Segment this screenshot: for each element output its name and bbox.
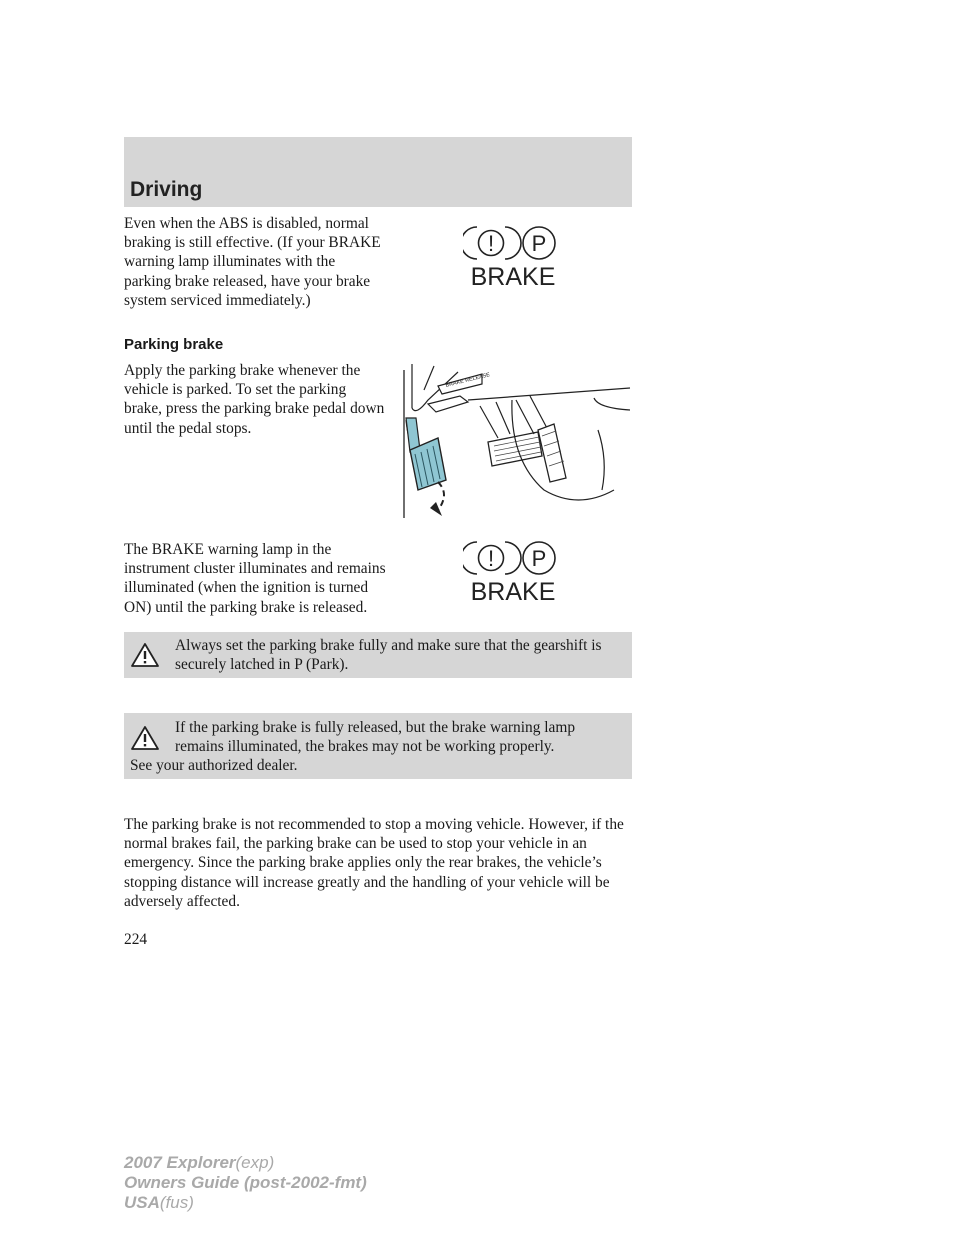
warning-triangle-icon (130, 642, 160, 668)
brake-warning-lamp-icon (463, 222, 563, 288)
document-footer (124, 1153, 367, 1213)
lamp-p-text: P (531, 546, 547, 571)
lamp-brake-text: BRAKE (470, 263, 556, 288)
warning-triangle-icon (130, 725, 160, 751)
parking-brake-heading: Parking brake (124, 336, 224, 353)
brake-lamp-info-paragraph: The BRAKE warning lamp in the instrument cluster illuminates and remains illuminated (when the ignition is turned ON) until the parking brake is released. (124, 541, 386, 616)
warning-text-continued: See your authorized dealer. (130, 757, 298, 774)
brake-warning-lamp-icon (463, 537, 563, 603)
lamp-p-text: P (531, 231, 547, 256)
footer-model-code: (exp) (235, 1153, 275, 1172)
footer-market-code: (fus) (159, 1193, 194, 1212)
footer-market: USA (124, 1193, 160, 1212)
parking-brake-pedal-illustration (398, 360, 634, 522)
brake-release-label: BRAKE RELEASE (445, 372, 491, 389)
page-number: 224 (124, 931, 148, 948)
section-title: Driving (130, 178, 203, 201)
lamp-exclaim-text: ! (487, 231, 495, 256)
warning-text: If the parking brake is fully released, but the brake warning lamp remains illuminated, the brakes may not be working properly. (175, 719, 576, 756)
not-recommended-paragraph: The parking brake is not recommended to stop a moving vehicle. However, if the normal brakes fail, the parking brake can be used to stop your vehicle in an emergency. Since the parking brake applies only the rear brakes, the vehicle’s stopping distance will increase greatly and the handling of your vehicle will be adversely affected. (124, 816, 624, 910)
warning-text: Always set the parking brake fully and make sure that the gearshift is securely latched in P (Park). (175, 637, 602, 674)
abs-disabled-paragraph: Even when the ABS is disabled, normal braking is still effective. (If your BRAKE warning lamp illuminates with the parking brake released, have your brake system serviced immediately.) (124, 215, 381, 309)
lamp-brake-text: BRAKE (470, 578, 556, 603)
lamp-exclaim-text: ! (487, 546, 495, 571)
footer-model: 2007 Explorer (124, 1153, 236, 1172)
apply-parking-brake-paragraph: Apply the parking brake whenever the vehicle is parked. To set the parking brake, press the parking brake pedal down until the pedal stops. (124, 362, 385, 437)
footer-guide: Owners Guide (post-2002-fmt) (124, 1173, 367, 1192)
